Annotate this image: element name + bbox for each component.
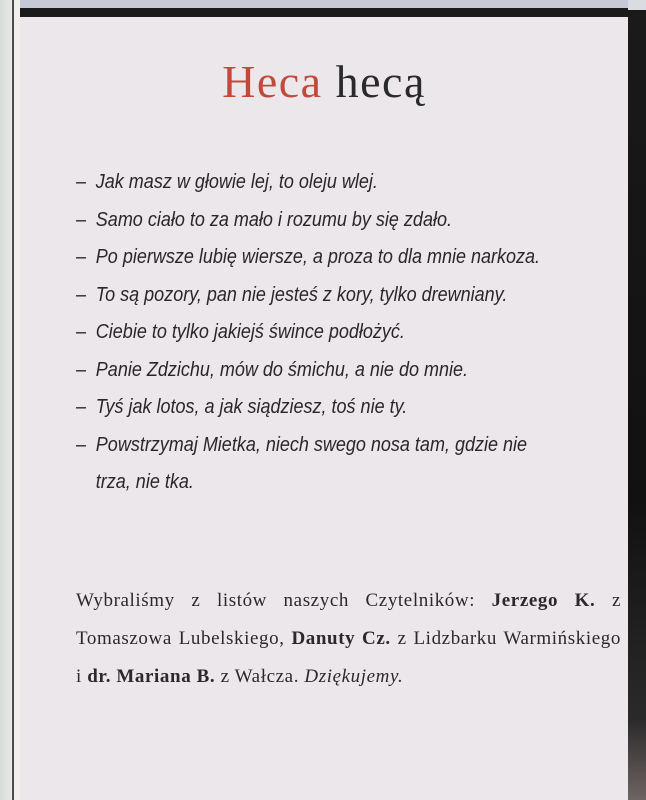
title-word-heca-2: hecą: [335, 56, 426, 107]
quote-text: Panie Zdzichu, mów do śmichu, a nie do mnie.: [95, 358, 468, 381]
quote-dash: –: [76, 246, 87, 268]
quote-line: [76, 164, 562, 202]
quote-dash: –: [76, 321, 87, 343]
quote-text: Ciebie to tylko jakiejś śwince podłożyć.: [95, 321, 405, 343]
credits-paragraph: [76, 582, 621, 696]
credits-name-3: dr. Mariana B.: [87, 666, 216, 687]
quote-line: [76, 314, 562, 352]
article-box: [20, 8, 628, 800]
quote-text: Tyś jak lotos, a jak siądziesz, toś nie ty.: [95, 396, 408, 418]
quote-dash: –: [76, 433, 87, 456]
quote-line: [76, 389, 562, 427]
quote-dash: –: [76, 283, 87, 306]
credits-name-1: Jerzego K.: [491, 590, 596, 611]
credits-from-2: z Lidzbarku Warmińskiego i: [76, 628, 621, 687]
quotes-list: [76, 164, 616, 502]
quote-text: To są pozory, pan nie jesteś z kory, tylko drewniany.: [95, 283, 508, 306]
quote-dash: –: [76, 171, 87, 193]
article-title: [20, 54, 628, 110]
top-page-edge: [0, 0, 646, 8]
quote-text: Jak masz w głowie lej, to oleju wlej.: [95, 171, 378, 193]
quote-line: [76, 427, 562, 502]
quote-line: [76, 352, 562, 390]
credits-intro: Wybraliśmy z listów naszych Czytelników:: [76, 590, 492, 611]
quote-text: Po pierwsze lubię wiersze, a proza to dla mnie narkoza.: [95, 246, 541, 268]
credits-from-1: z Tomaszowa Lubelskiego,: [76, 590, 622, 649]
quote-line: [76, 277, 562, 315]
quote-text: Samo ciało to za mało i rozumu by się zdało.: [95, 208, 452, 231]
right-page-edge: [628, 0, 646, 800]
quote-line: [76, 239, 562, 277]
credits-from-3: z Wałcza.: [215, 666, 305, 687]
left-page-edge: [0, 0, 20, 800]
credits-thanks: Dziękujemy.: [304, 666, 404, 687]
title-word-heca: Heca: [222, 56, 323, 107]
quote-dash: –: [76, 358, 87, 381]
quote-text: Powstrzymaj Mietka, niech swego nosa tam, gdzie nie trza, nie tka.: [95, 433, 527, 493]
quote-dash: –: [76, 396, 87, 418]
quote-dash: –: [76, 208, 87, 231]
credits-name-2: Danuty Cz.: [291, 628, 391, 649]
quote-line: [76, 202, 562, 240]
